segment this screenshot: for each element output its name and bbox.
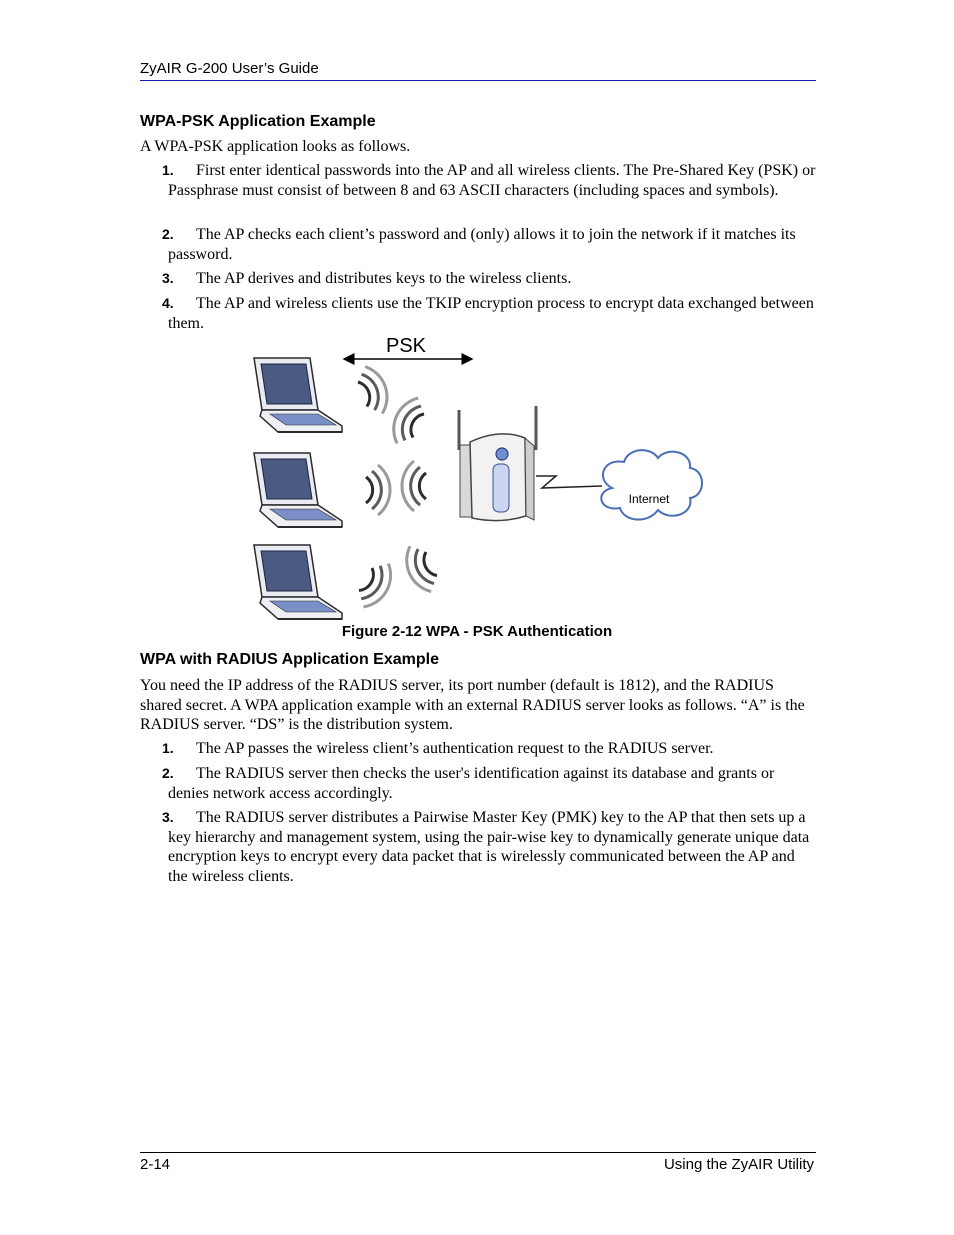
step-text: The AP passes the wireless client’s authentication request to the RADIUS server. [196,740,714,757]
section-heading-wpa-psk: WPA-PSK Application Example [140,113,376,130]
step-text: The AP derives and distributes keys to the wireless clients. [196,270,572,287]
wan-link [536,476,602,488]
figure-caption: Figure 2-12 WPA - PSK Authentication [341,623,613,640]
list-item [162,739,816,759]
wireless-waves-icon [399,541,442,596]
list-item [162,225,816,264]
page-header-title: ZyAIR G-200 User’s Guide [140,60,319,77]
step-number: 2. [162,226,174,242]
step-number: 1. [162,162,174,178]
access-point-icon [459,406,536,521]
list-item [162,764,816,803]
psk-label: PSK [386,335,427,357]
step-text: First enter identical passwords into the AP and all wireless clients. The Pre-Shared Key (PSK) or Passphrase must consist of between 8 and 63 ASCII characters (including spaces and symbols). [168,162,816,199]
step-text: The AP checks each client’s password and (only) allows it to join the network if it matches its password. [168,226,796,263]
internet-cloud-icon [601,450,702,519]
step-number: 2. [162,765,174,781]
wireless-waves-icon [354,363,394,418]
wireless-waves-icon [366,465,390,515]
list-item [162,161,816,200]
page-number: 2-14 [140,1156,171,1173]
section-heading-wpa-radius: WPA with RADIUS Application Example [140,651,439,668]
list-item [162,808,816,886]
wireless-waves-icon [386,393,429,448]
laptop-icon [254,453,342,527]
wireless-waves-icon [353,558,399,613]
list-item [162,269,816,289]
section-intro-wpa-psk: A WPA-PSK application looks as follows. [140,138,411,155]
header-rule [140,80,816,81]
step-number: 4. [162,295,174,311]
chapter-title: Using the ZyAIR Utility [663,1156,814,1173]
list-item [162,294,816,333]
step-text: The RADIUS server distributes a Pairwise Master Key (PMK) key to the AP that then sets up a key hierarchy and management system, using the pair-wise key to dynamically generate unique data encryption keys to encrypt every data packet that is wirelessly communicated between the AP and the wireless clients. [168,809,810,885]
footer-rule [140,1152,816,1153]
step-text: The AP and wireless clients use the TKIP encryption process to encrypt data exchanged between them. [168,295,814,332]
internet-label: Internet [628,492,670,506]
laptop-icon [254,545,342,619]
section-intro-wpa-radius: You need the IP address of the RADIUS server, its port number (default is 1812), and the RADIUS shared secret. A WPA application example with an external RADIUS server looks as follows. “A” is the RADIUS server. “DS” is the distribution system. [140,677,805,734]
step-number: 1. [162,740,174,756]
wireless-waves-icon [402,461,426,511]
step-text: The RADIUS server then checks the user's identification against its database and grants or denies network access accordingly. [168,765,775,802]
step-number: 3. [162,270,174,286]
step-number: 3. [162,809,174,825]
laptop-icon [254,358,342,432]
wpa-psk-figure [240,330,710,620]
